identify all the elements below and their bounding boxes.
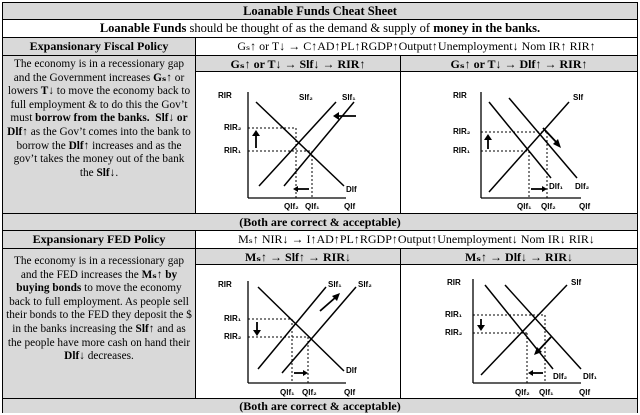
fiscal-graph-2-heading: Gₛ↑ or T↓ → Dlf↑ → RIR↑	[401, 56, 637, 72]
axis-label-qlf: Qlf	[344, 202, 356, 211]
qty-left-arrow-head	[293, 186, 298, 192]
label-qlf2: Qlf₂	[284, 202, 299, 211]
sheet-title: Loanable Funds Cheat Sheet	[3, 3, 637, 19]
axis-label-rir: RIR	[218, 280, 232, 289]
supply-curve-2	[259, 102, 336, 186]
label-rir1: RIR₁	[445, 310, 463, 319]
label-rir1: RIR₁	[453, 146, 471, 155]
intro-mid: should be thought of as the demand & supply of	[186, 21, 434, 35]
axis-label-qlf: Qlf	[579, 202, 591, 211]
supply-curve	[481, 285, 567, 375]
axis-label-rir: RIR	[218, 91, 232, 100]
demand-curve	[256, 102, 344, 186]
qty-left-arrow-head	[528, 370, 533, 376]
fiscal-footer: (Both are correct & acceptable)	[3, 213, 637, 230]
label-qlf1: Qlf₁	[539, 388, 554, 397]
fed-graph-1-cell	[195, 249, 400, 398]
label-qlf1: Qlf₁	[305, 202, 320, 211]
label-dlf1: Dlf₁	[583, 372, 597, 381]
fed-graph-2	[401, 265, 638, 398]
shift-arrow-head	[333, 112, 339, 120]
axis-label-rir: RIR	[453, 91, 467, 100]
demand-curve-1	[489, 102, 551, 178]
fed-footer: (Both are correct & acceptable)	[3, 398, 637, 413]
fed-graph-1-heading: Mₛ↑ → Slf↑ → RIR↓	[196, 249, 400, 265]
fed-graph-1	[196, 265, 401, 398]
label-qlf2: Qlf₂	[541, 202, 556, 211]
fiscal-policy-label: Expansionary Fiscal Policy	[3, 38, 195, 55]
shift-arrow	[320, 297, 336, 311]
label-dlf1: Dlf₁	[549, 182, 563, 191]
label-dlf2: Dlf₂	[553, 372, 568, 381]
label-dlf: Dlf	[346, 366, 357, 375]
label-rir2: RIR₂	[224, 332, 242, 341]
label-slf2: Slf₂	[358, 280, 372, 289]
fiscal-body-row	[3, 55, 637, 213]
label-rir2: RIR₂	[453, 127, 471, 136]
supply-curve	[489, 102, 569, 192]
fiscal-description: The economy is in a recessionary gap and the Government increases Gₛ↑ or lowers T↓ to move the economy back to full employment & to do this the Gov’t must borrow from the banks. Slf↓ or Dlf↑ as the Gov’t comes into the bank to borrow the Dlf↑ increases and as the gov’t takes the money out of the bank the Slf↓.	[3, 56, 195, 213]
demand-curve	[258, 287, 344, 371]
cheat-sheet	[2, 2, 638, 413]
fed-policy-label: Expansionary FED Policy	[3, 231, 195, 248]
qty-right-arrow-head	[303, 370, 308, 376]
label-rir2: RIR₂	[445, 328, 463, 337]
qty-right-arrow-head	[542, 186, 547, 192]
label-rir2: RIR₂	[224, 123, 242, 132]
fiscal-graph-1-heading: Gₛ↑ or T↓ → Slf↓ → RIR↑	[196, 56, 400, 72]
label-qlf1: Qlf₁	[517, 202, 532, 211]
intro-line	[3, 19, 637, 37]
label-slf: Slf	[573, 93, 584, 102]
label-slf: Slf	[571, 278, 582, 287]
intro-strong-2: money in the banks.	[433, 21, 541, 35]
fed-body-row	[3, 248, 637, 398]
fiscal-graph-2-cell	[400, 56, 637, 213]
label-rir1: RIR₁	[224, 314, 242, 323]
rate-up-arrow-head	[252, 130, 260, 136]
fiscal-graph-1	[196, 72, 401, 213]
label-dlf2: Dlf₂	[575, 182, 590, 191]
label-dlf: Dlf	[346, 185, 357, 194]
label-qlf2: Qlf₂	[515, 388, 530, 397]
axis-label-rir: RIR	[447, 278, 461, 287]
label-qlf1: Qlf₁	[280, 388, 295, 397]
fed-graph-2-cell	[400, 249, 637, 398]
intro-strong-1: Loanable Funds	[99, 21, 187, 35]
rate-down-arrow-head	[477, 325, 485, 331]
label-slf1: Slf₁	[328, 280, 342, 289]
axis-label-qlf: Qlf	[579, 388, 591, 397]
fiscal-header-row	[3, 37, 637, 55]
supply-curve-2	[282, 287, 356, 373]
fiscal-graph-1-cell	[195, 56, 400, 213]
supply-curve-1	[284, 102, 354, 186]
label-slf1: Slf₁	[342, 93, 356, 102]
fiscal-chain: Gₛ↑ or T↓ → C↑AD↑PL↑RGDP↑Output↑Unemployment↓ Nom IR↑ RIR↑	[195, 38, 637, 55]
label-qlf2: Qlf₂	[302, 388, 317, 397]
rate-up-arrow-head	[484, 134, 492, 140]
fed-graph-2-heading: Mₛ↑ → Dlf↓ → RIR↓	[401, 249, 637, 265]
axis-label-qlf: Qlf	[344, 388, 356, 397]
rate-down-arrow-head	[253, 330, 261, 336]
fed-description: The economy is in a recessionary gap and the FED increases the Mₛ↑ by buying bonds to move the economy back to full employment. As people sell their bonds to the FED they deposit the $ in the banks increasing the Slf↑ and as the people have more cash on hand their Dlf↓ decreases.	[3, 249, 195, 398]
fiscal-graph-2	[401, 72, 638, 213]
fed-header-row	[3, 230, 637, 248]
label-rir1: RIR₁	[224, 146, 242, 155]
fed-chain: Mₛ↑ NIR↓ → I↑AD↑PL↑RGDP↑Output↑Unemployment↓ Nom IR↓ RIR↓	[195, 231, 637, 248]
label-slf2: Slf₂	[299, 93, 313, 102]
